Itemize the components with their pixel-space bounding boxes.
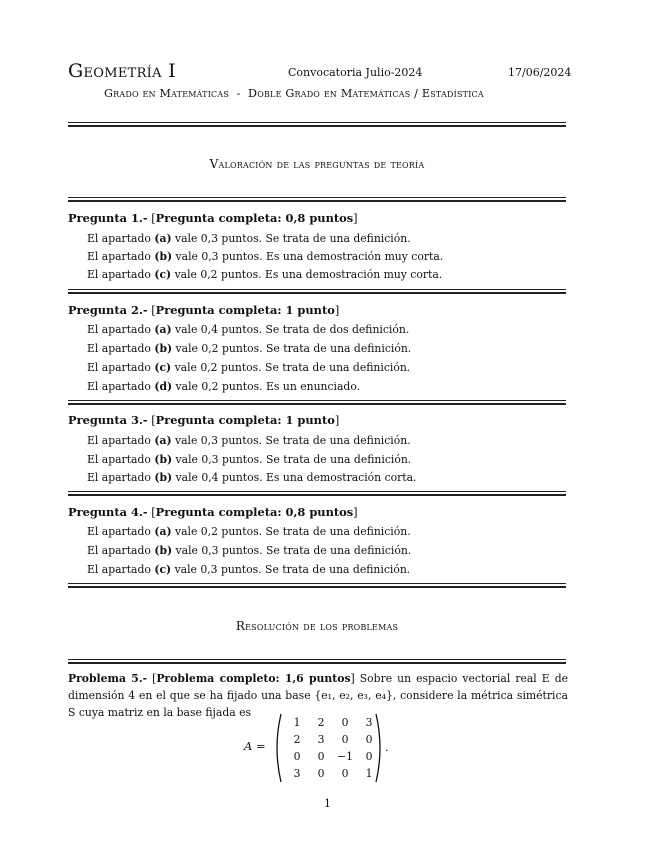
- divider: [68, 197, 566, 202]
- divider: [68, 122, 566, 127]
- question-points: Pregunta completa: 0,8 puntos: [155, 505, 354, 519]
- page-number: 1: [324, 797, 331, 810]
- divider: [68, 659, 566, 664]
- question-points: Pregunta completa: 1 punto: [155, 413, 335, 427]
- matrix-cell: 0: [317, 750, 325, 763]
- matrix-cell: 3: [365, 716, 373, 729]
- matrix-cell: −1: [337, 750, 353, 763]
- question-4-item-a: El apartado (a) vale 0,2 puntos. Se trata de una definición.: [87, 525, 411, 538]
- divider: [68, 491, 566, 496]
- matrix-cell: 0: [317, 767, 325, 780]
- problem-text: Sobre un espacio vectorial real E de dimensión 4 en el que se ha fijado una base {e₁, e₂, e₃, e₄}, considere la métrica simétrica S cuya matriz en la base fijada es: [68, 672, 569, 719]
- question-3-item-b: El apartado (b) vale 0,3 puntos. Se trata de una definición.: [87, 453, 412, 466]
- question-4-item-c: El apartado (c) vale 0,3 puntos. Se trata de una definición.: [87, 563, 411, 576]
- matrix-cell: 3: [317, 733, 325, 746]
- left-paren-icon: [272, 713, 282, 783]
- theory-section-title: Valoración de las preguntas de teoría: [209, 157, 425, 171]
- right-paren-icon: [375, 713, 385, 783]
- question-3-item-c: El apartado (b) vale 0,4 puntos. Es una demostración corta.: [87, 471, 417, 484]
- matrix-cell: 0: [341, 733, 349, 746]
- matrix-cell: 0: [365, 750, 373, 763]
- question-points: Pregunta completa: 0,8 puntos: [155, 211, 354, 225]
- question-1-item-a: El apartado (a) vale 0,3 puntos. Se trata de una definición.: [87, 232, 411, 245]
- question-1-item-c: El apartado (c) vale 0,2 puntos. Es una demostración muy corta.: [87, 268, 443, 281]
- question-4-heading: Pregunta 4.- [Pregunta completa: 0,8 puntos]: [68, 505, 358, 519]
- question-2-item-b: El apartado (b) vale 0,2 puntos. Se trata de una definición.: [87, 342, 412, 355]
- matrix-cell: 1: [293, 716, 301, 729]
- matrix-cell: 3: [293, 767, 301, 780]
- matrix-cell: 0: [365, 733, 373, 746]
- course-title: Geometría I: [68, 60, 176, 82]
- matrix-label: A =: [244, 739, 266, 753]
- matrix-a: [244, 713, 414, 785]
- question-4-item-b: El apartado (b) vale 0,3 puntos. Se trata de una definición.: [87, 544, 412, 557]
- matrix-cell: 2: [293, 733, 301, 746]
- matrix-cell: 1: [365, 767, 373, 780]
- exam-date: 17/06/2024: [508, 66, 572, 79]
- question-1-heading: Pregunta 1.- [Pregunta completa: 0,8 puntos]: [68, 211, 358, 225]
- question-label: Pregunta 3.-: [68, 413, 148, 427]
- matrix-cell: 0: [341, 716, 349, 729]
- question-label: Pregunta 4.-: [68, 505, 148, 519]
- question-3-heading: Pregunta 3.- [Pregunta completa: 1 punto]: [68, 413, 340, 427]
- divider: [68, 289, 566, 294]
- question-3-item-a: El apartado (a) vale 0,3 puntos. Se trata de una definición.: [87, 434, 411, 447]
- question-1-item-b: El apartado (b) vale 0,3 puntos. Es una demostración muy corta.: [87, 250, 444, 263]
- question-2-item-c: El apartado (c) vale 0,2 puntos. Se trata de una definición.: [87, 361, 411, 374]
- question-2-item-d: El apartado (d) vale 0,2 puntos. Es un enunciado.: [87, 380, 361, 393]
- degree-subtitle: Grado en Matemáticas - Doble Grado en Matemáticas / Estadística: [104, 87, 484, 100]
- exam-call: Convocatoria Julio-2024: [288, 66, 423, 79]
- question-2-item-a: El apartado (a) vale 0,4 puntos. Se trata de dos definición.: [87, 323, 410, 336]
- matrix-cell: 0: [293, 750, 301, 763]
- divider: [68, 400, 566, 405]
- problem-points: Problema completo: 1,6 puntos: [156, 672, 351, 685]
- divider: [68, 583, 566, 588]
- question-points: Pregunta completa: 1 punto: [155, 303, 335, 317]
- problems-section-title: Resolución de los problemas: [235, 619, 399, 633]
- question-label: Pregunta 2.-: [68, 303, 148, 317]
- matrix-cell: 0: [341, 767, 349, 780]
- problem-5-statement: Problema 5.- [Problema completo: 1,6 puntos] Sobre un espacio vectorial real E de dimensión 4 en el que se ha fijado una base {e₁, e₂, e₃, e₄}, considere la métrica simétrica S cuya matriz en la base fijada es: [68, 672, 569, 719]
- question-label: Pregunta 1.-: [68, 211, 148, 225]
- matrix-period: .: [385, 741, 389, 754]
- matrix-cell: 2: [317, 716, 325, 729]
- question-2-heading: Pregunta 2.- [Pregunta completa: 1 punto]: [68, 303, 340, 317]
- problem-label: Problema 5.-: [68, 672, 148, 685]
